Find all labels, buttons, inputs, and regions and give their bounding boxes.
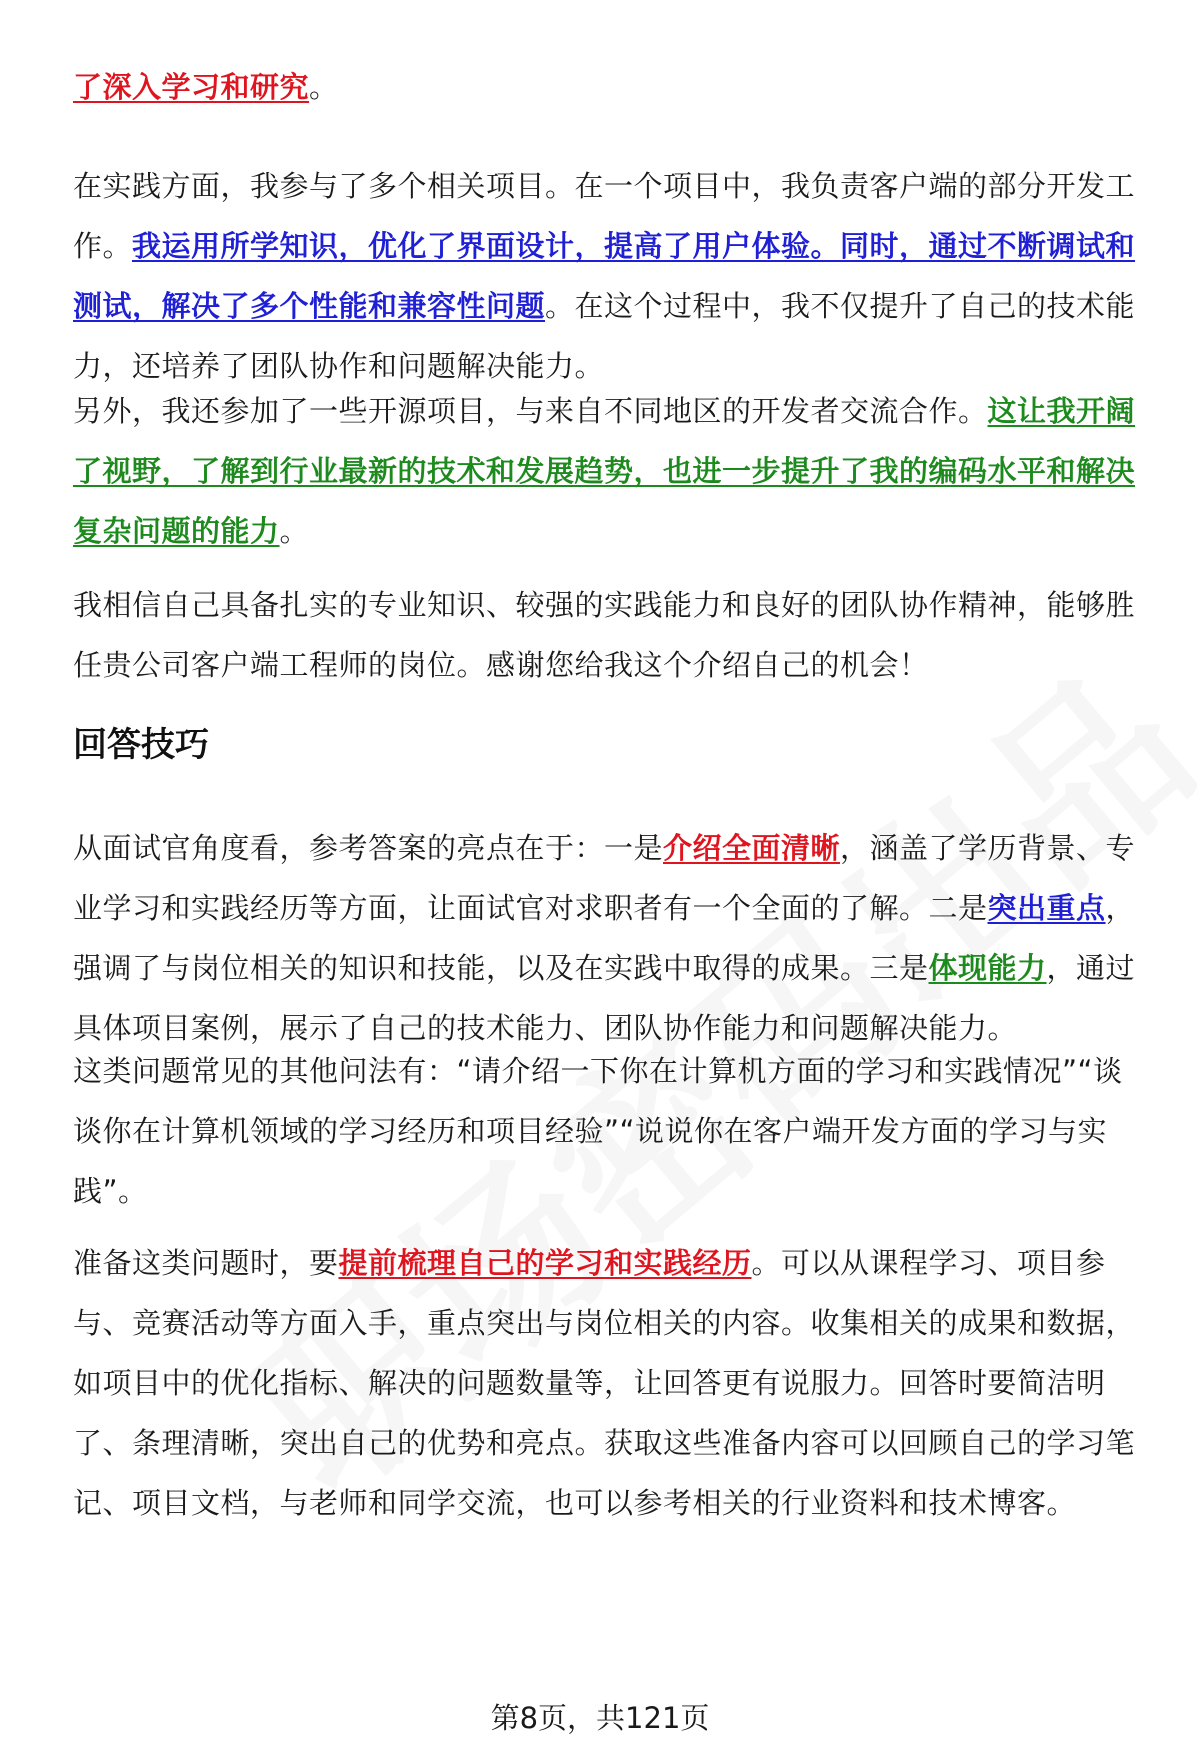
- highlight-red: 了深入学习和研究: [73, 70, 310, 104]
- paragraph-text: ，通过具体项目案例，展示了自己的技术能力、团队协作能力和问题解决能力。: [73, 951, 1136, 1045]
- paragraph-4: [73, 575, 1145, 695]
- paragraph-text: 。: [309, 70, 339, 104]
- paragraph-text: ，强调了与岗位相关的知识和技能，以及在实践中取得的成果。三是: [73, 891, 1136, 985]
- paragraph-text: 从面试官角度看，参考答案的亮点在于：一是: [73, 831, 664, 865]
- highlight-green: 这让我开阔了视野，了解到行业最新的技术和发展趋势，也进一步提升了我的编码水平和解决复杂问题的能力: [73, 394, 1136, 548]
- paragraph-text: 另外，我还参加了一些开源项目，与来自不同地区的开发者交流合作。: [73, 394, 988, 428]
- paragraph-text: 。: [279, 514, 310, 548]
- paragraph-text: 准备这类问题时，要: [73, 1246, 339, 1280]
- section-heading: 回答技巧: [73, 725, 209, 765]
- paragraph-text: ，涵盖了学历背景、专业学习和实践经历等方面，让面试官对求职者有一个全面的了解。二是: [73, 831, 1136, 925]
- paragraph-3: [73, 381, 1145, 561]
- paragraph-text: 我相信自己具备扎实的专业知识、较强的实践能力和良好的团队协作精神，能够胜任贵公司客户端工程师的岗位。感谢您给我这个介绍自己的机会！: [73, 588, 1136, 682]
- paragraph-2: [73, 156, 1145, 396]
- paragraph-text: 。在这个过程中，我不仅提升了自己的技术能力，还培养了团队协作和问题解决能力。: [73, 289, 1136, 383]
- highlight-blue: 我运用所学知识，优化了界面设计，提高了用户体验。同时，通过不断调试和测试，解决了多个性能和兼容性问题: [73, 229, 1136, 323]
- paragraph-text: 这类问题常见的其他问法有：“请介绍一下你在计算机方面的学习和实践情况”“谈谈你在计算机领域的学习经历和项目经验”“说说你在客户端开发方面的学习与实践”。: [73, 1054, 1123, 1208]
- highlight-red: 介绍全面清晰: [663, 831, 841, 865]
- paragraph-text: 在实践方面，我参与了多个相关项目。在一个项目中，我负责客户端的部分开发工作。: [73, 169, 1136, 263]
- highlight-red: 提前梳理自己的学习和实践经历: [338, 1246, 752, 1280]
- highlight-blue: 突出重点: [987, 891, 1106, 925]
- page-number: 第8页，共121页: [490, 1701, 710, 1735]
- paragraph-6: [73, 1041, 1145, 1221]
- highlight-green: 体现能力: [928, 951, 1047, 985]
- paragraph-7: [73, 1233, 1145, 1533]
- paragraph-5: [73, 818, 1145, 1058]
- paragraph-1: [73, 57, 1145, 117]
- paragraph-text: 。可以从课程学习、项目参与、竞赛活动等方面入手，重点突出与岗位相关的内容。收集相关的成果和数据，如项目中的优化指标、解决的问题数量等，让回答更有说服力。回答时要简洁明了、条理清晰，突出自己的优势和亮点。获取这些准备内容可以回顾自己的学习笔记、项目文档，与老师和同学交流，也可以参考相关的行业资料和技术博客。: [73, 1246, 1136, 1520]
